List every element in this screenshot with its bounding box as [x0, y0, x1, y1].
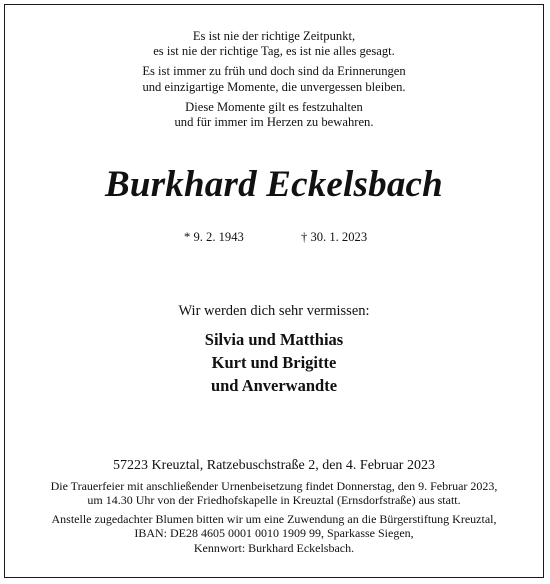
poem-line: Es ist immer zu früh und doch sind da Erinnerungen [142, 64, 406, 79]
deceased-name: Burkhard Eckelsbach [105, 164, 443, 205]
mourner-name: und Anverwandte [210, 376, 338, 395]
poem-line: es ist nie der richtige Tag, es ist nie alles gesagt. [153, 44, 395, 59]
poem-stanza-1 [5, 29, 543, 59]
ceremony-notice [5, 479, 543, 508]
poem-stanza-3 [5, 100, 543, 130]
mourners-list [5, 328, 543, 397]
poem [5, 29, 543, 135]
place-date: 57223 Kreuztal, Ratzebuschstraße 2, den 4. Februar 2023 [113, 458, 435, 473]
poem-stanza-2 [5, 64, 543, 94]
poem-line: und einzigartige Momente, die unvergessen bleiben. [142, 79, 406, 94]
mourners-intro: Wir werden dich sehr vermissen: [178, 303, 370, 319]
ceremony-line: Die Trauerfeier mit anschließender Urnenbeisetzung findet Donnerstag, den 9. Februar 2023, [50, 479, 498, 493]
poem-line: Es ist nie der richtige Zeitpunkt, [192, 29, 356, 43]
mourner-name: Kurt und Brigitte [211, 353, 337, 372]
life-dates [5, 230, 543, 246]
donation-line: IBAN: DE28 4605 0001 0010 1909 99, Sparkasse Siegen, [134, 526, 414, 541]
donation-notice [5, 512, 543, 555]
obituary-card [4, 4, 544, 578]
ceremony-line: um 14.30 Uhr von der Friedhofskapelle in Kreuztal (Ernsdorfstraße) aus statt. [87, 493, 461, 508]
donation-line: Kennwort: Burkhard Eckelsbach. [193, 540, 355, 555]
poem-line: und für immer im Herzen zu bewahren. [174, 115, 374, 130]
death-date: † 30. 1. 2023 [301, 230, 368, 244]
birth-date: * 9. 2. 1943 [184, 230, 244, 244]
poem-line: Diese Momente gilt es festzuhalten [185, 99, 363, 114]
donation-line: Anstelle zugedachter Blumen bitten wir um eine Zuwendung an die Bürgerstiftung Kreuztal, [51, 512, 497, 526]
mourner-name: Silvia und Matthias [204, 330, 344, 349]
